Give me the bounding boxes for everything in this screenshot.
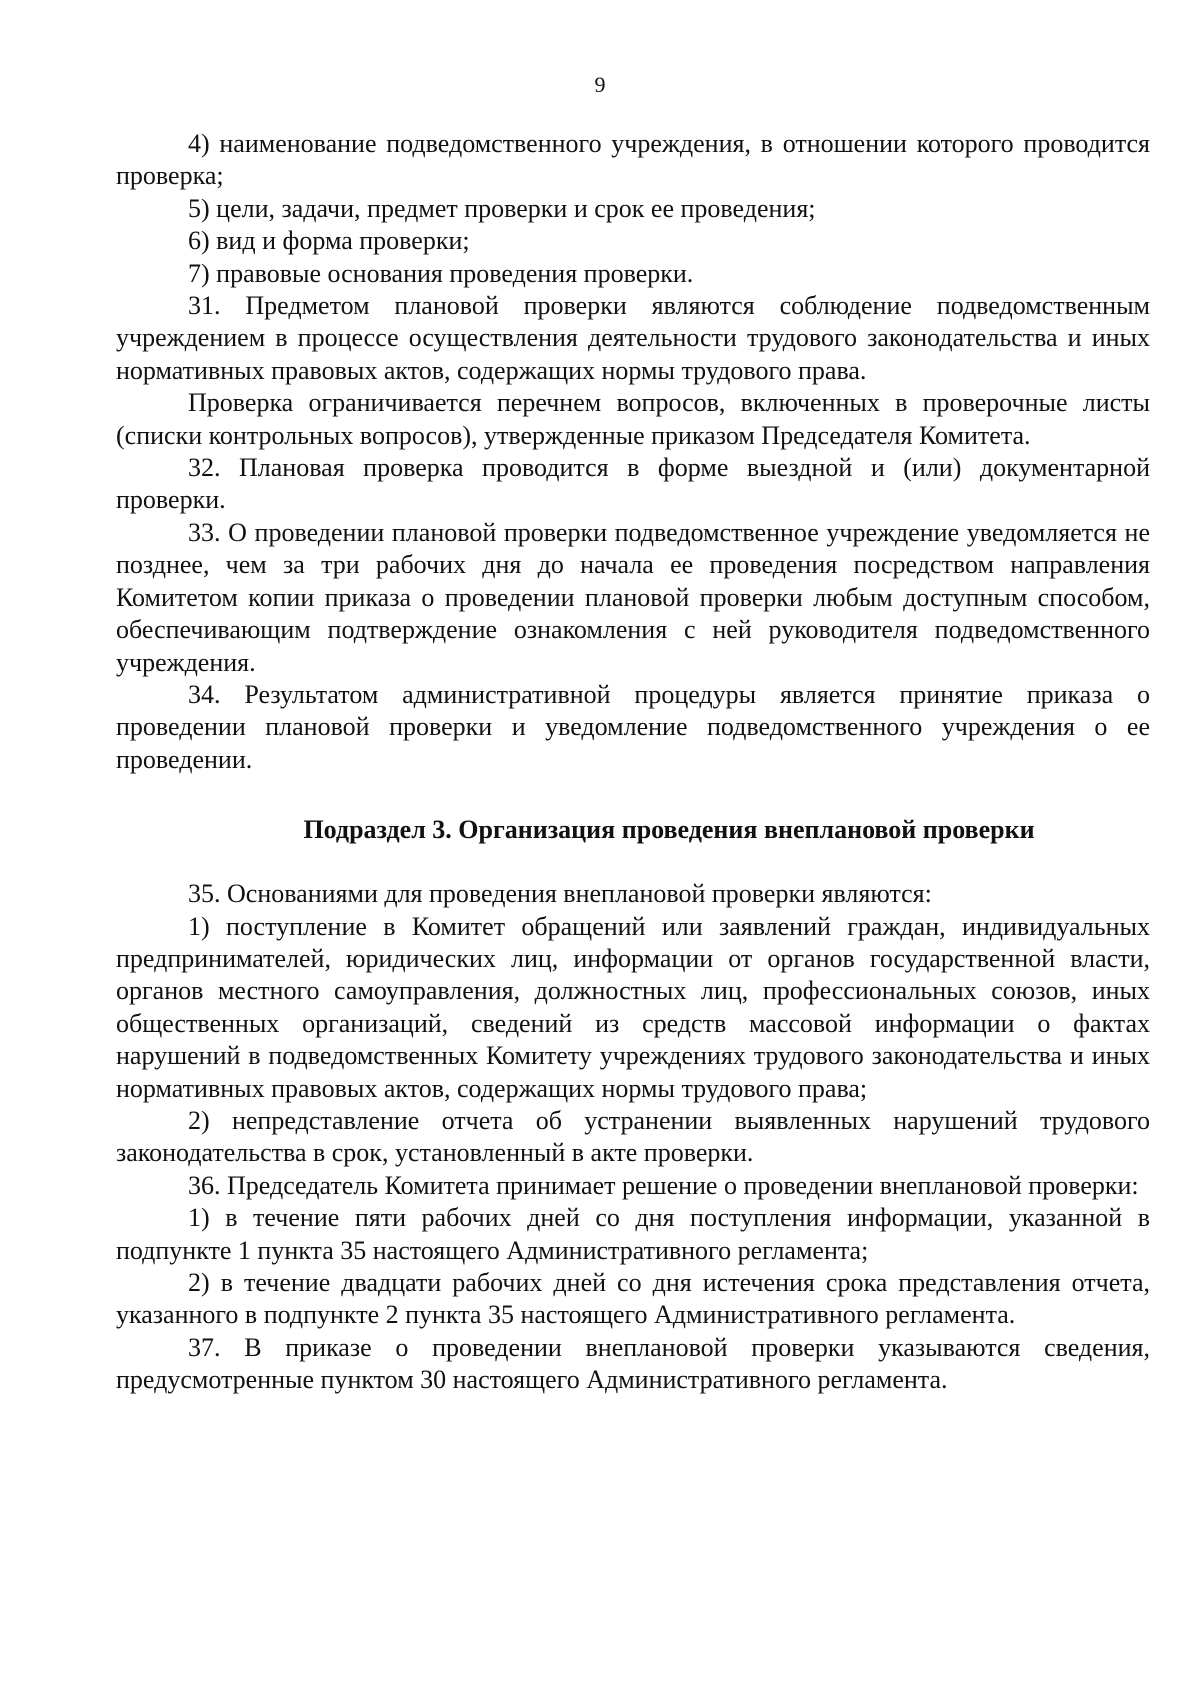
- paragraph-37: 37. В приказе о проведении внеплановой проверки указываются сведения, предусмотренные пунктом 30 настоящего Административного регламента.: [116, 1332, 1150, 1395]
- paragraph-31: 31. Предметом плановой проверки являются соблюдение подведомственным учреждением в процессе осуществления деятельности трудового законодательства и иных нормативных правовых актов, содержащих нормы трудового права.: [116, 291, 1150, 385]
- paragraph-35-item-2: 2) непредставление отчета об устранении выявленных нарушений трудового законодательства в срок, установленный в акте проверки.: [116, 1105, 1150, 1168]
- paragraph-31-scope: Проверка ограничивается перечнем вопросов, включенных в проверочные листы (списки контрольных вопросов), утвержденные приказом Председателя Комитета.: [116, 388, 1150, 450]
- list-item-7-legal-grounds: 7) правовые основания проведения проверки.: [188, 258, 694, 288]
- spacer: [116, 776, 1150, 814]
- paragraph-36: 36. Председатель Комитета принимает решение о проведении внеплановой проверки:: [188, 1170, 1139, 1200]
- document-body: [116, 128, 1150, 1397]
- list-item-6-type-form: 6) вид и форма проверки;: [188, 226, 470, 256]
- section-heading: Подраздел 3. Организация проведения внеплановой проверки: [303, 815, 1035, 845]
- spacer: [116, 846, 1150, 878]
- paragraph-34: 34. Результатом административной процедуры является принятие приказа о проведении плановой проверки и уведомление подведомственного учреждения о ее проведении.: [116, 679, 1150, 774]
- list-item-4-institution-name: 4) наименование подведомственного учреждения, в отношении которого проводится проверка;: [116, 129, 1150, 191]
- paragraph-35: 35. Основаниями для проведения внеплановой проверки являются:: [188, 879, 932, 909]
- paragraph-32: 32. Плановая проверка проводится в форме выездной и (или) документарной проверки.: [116, 453, 1150, 515]
- paragraph-36-item-1: 1) в течение пяти рабочих дней со дня поступления информации, указанной в подпункте 1 пункта 35 настоящего Административного регламента;: [116, 1203, 1150, 1265]
- paragraph-33: 33. О проведении плановой проверки подведомственное учреждение уведомляется не позднее, чем за три рабочих дня до начала ее проведения посредством направления Комитетом копии приказа о проведении плановой проверки любым доступным способом, обеспечивающим подтверждение ознакомления с ней руководителя подведомственного учреждения.: [116, 517, 1150, 677]
- paragraph-35-item-1: 1) поступление в Комитет обращений или заявлений граждан, индивидуальных предпринимателей, юридических лиц, информации от органов государственной власти, органов местного самоуправления, должностных лиц, профессиональных союзов, иных общественных организаций, сведений из средств массовой информации о фактах нарушений в подведомственных Комитету учреждениях трудового законодательства и иных нормативных правовых актов, содержащих нормы трудового права;: [116, 911, 1150, 1103]
- paragraph-36-item-2: 2) в течение двадцати рабочих дней со дня истечения срока представления отчета, указанного в подпункте 2 пункта 35 настоящего Административного регламента.: [116, 1268, 1150, 1330]
- list-item-5-goals: 5) цели, задачи, предмет проверки и срок ее проведения;: [188, 193, 816, 223]
- page-number: 9: [594, 72, 606, 97]
